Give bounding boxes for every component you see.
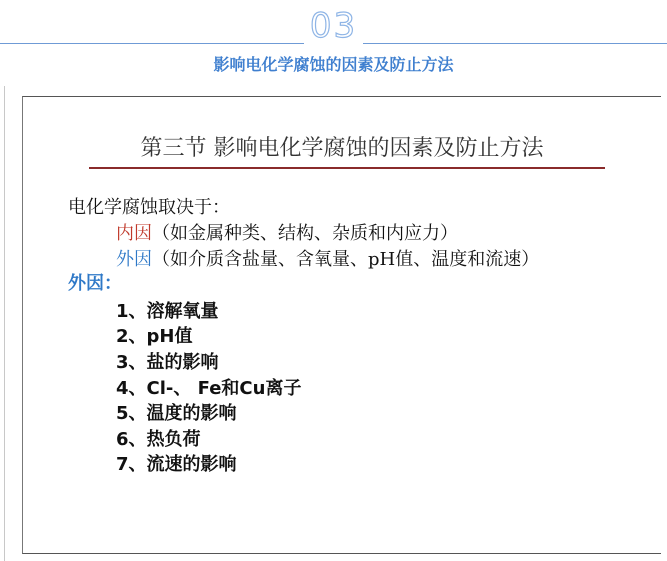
list-item: 3、盐的影响 <box>116 352 219 373</box>
section-number: 03 <box>0 6 667 46</box>
slide-heading: 第三节 影响电化学腐蚀的因素及防止方法 <box>140 136 544 161</box>
external-heading: 外因： <box>68 273 122 294</box>
slide-frame <box>4 86 662 561</box>
internal-cause-label: 内因 <box>116 223 152 244</box>
external-cause-line <box>116 245 539 271</box>
intro-line: 电化学腐蚀取决于： <box>68 197 230 218</box>
internal-cause-line <box>116 219 458 245</box>
slide <box>22 96 661 554</box>
list-item: 5、温度的影响 <box>116 403 237 424</box>
internal-cause-text: （如金属种类、结构、杂质和内应力） <box>152 223 458 244</box>
list-item: 2、pH值 <box>116 326 193 347</box>
list-item: 6、热负荷 <box>116 429 201 450</box>
heading-underline <box>89 167 605 169</box>
external-cause-label: 外因 <box>116 249 152 270</box>
frame-edge <box>4 86 5 561</box>
list-item: 4、Cl-、 Fe和Cu离子 <box>116 378 302 399</box>
list-item: 7、流速的影响 <box>116 454 237 475</box>
external-cause-text: （如介质含盐量、含氧量、pH值、温度和流速） <box>152 249 540 270</box>
section-title: 影响电化学腐蚀的因素及防止方法 <box>213 55 454 74</box>
list-item: 1、溶解氧量 <box>116 301 219 322</box>
